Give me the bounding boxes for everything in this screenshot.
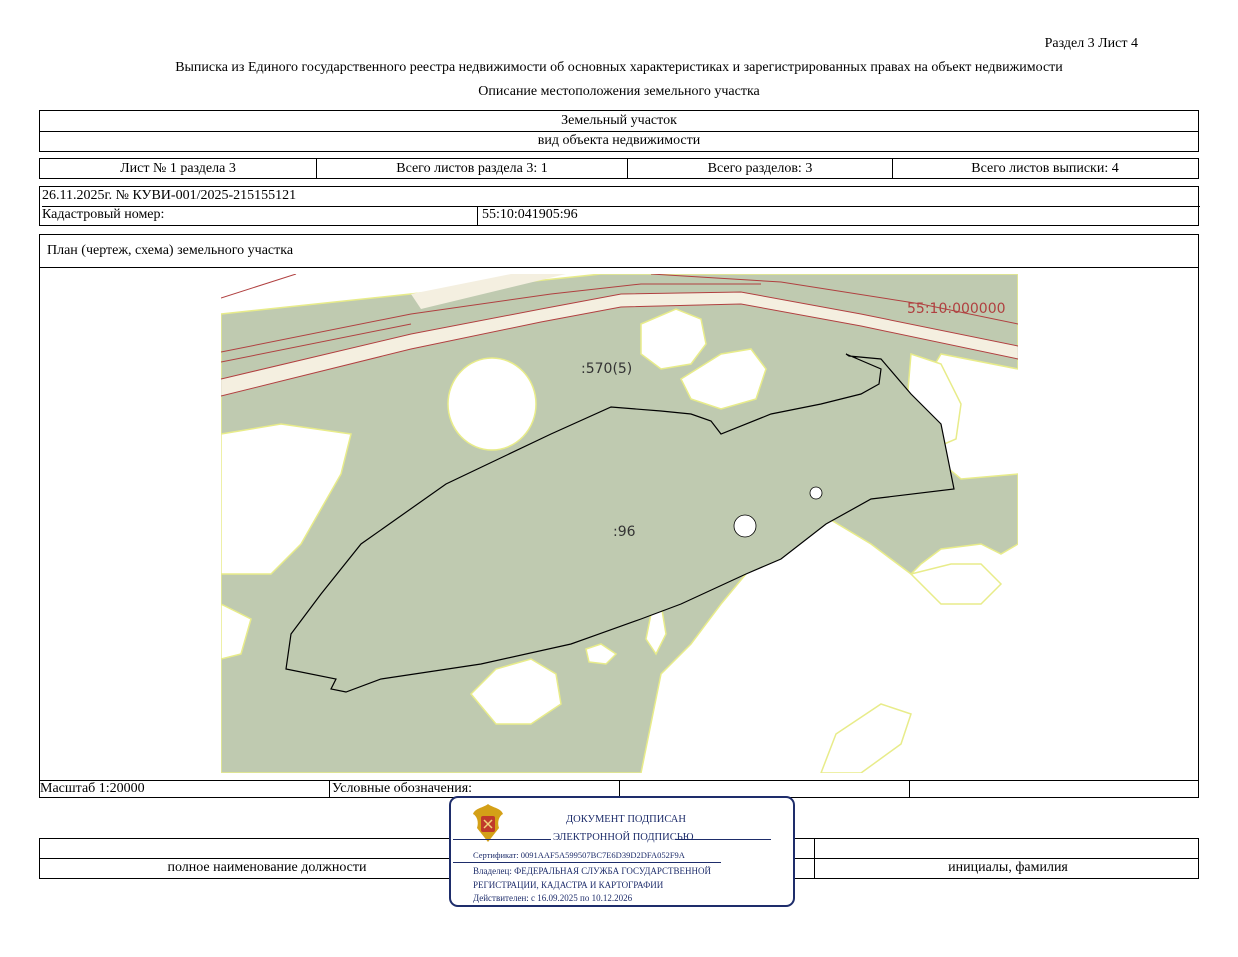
sheet-number — [40, 159, 317, 178]
plan-title: План (чертеж, схема) земельного участка — [47, 243, 294, 258]
plan-title-divider — [40, 267, 1198, 268]
stamp-line-2: ЭЛЕКТРОННОЙ ПОДПИСЬЮ — [553, 832, 694, 843]
stamp-owner-1: Владелец: ФЕДЕРАЛЬНАЯ СЛУЖБА ГОСУДАРСТВЕННОЙ — [473, 866, 712, 876]
electronic-signature-stamp — [449, 796, 795, 907]
parcel-hole-1 — [734, 515, 756, 537]
position-caption: полное наименование должности — [167, 860, 367, 875]
document-title: Выписка из Единого государственного реестра недвижимости об основных характеристиках и зарегистрированных правах на объект недвижимости — [175, 60, 1063, 75]
quarter-label: 55:10:000000 — [907, 301, 1006, 317]
cadastral-number: 55:10:041905:96 — [482, 207, 578, 222]
total-section-sheets-text: Всего листов раздела 3: 1 — [396, 160, 548, 176]
parcel-hole-2 — [810, 487, 822, 499]
stamp-owner-2: РЕГИСТРАЦИИ, КАДАСТРА И КАРТОГРАФИИ — [473, 880, 664, 890]
stamp-certificate: Сертификат: 0091AAF5A599507BC7E6D39D2DFA052F9A — [473, 850, 685, 860]
legend-empty-cell-2 — [910, 781, 1198, 797]
extract-info-table — [39, 186, 1199, 226]
extract-date-number: 26.11.2025г. № КУВИ-001/2025-215155121 — [42, 188, 1200, 207]
parcel-label: :96 — [613, 524, 636, 540]
signature-col-divider-2 — [814, 839, 815, 878]
coat-of-arms-icon — [471, 802, 505, 844]
total-extract-sheets — [893, 159, 1197, 178]
object-type-caption: вид объекта недвижимости — [537, 133, 701, 148]
stamp-divider-3 — [453, 862, 721, 863]
legend-label-cell — [330, 781, 620, 797]
stamp-divider-1 — [453, 839, 551, 840]
name-caption: инициалы, фамилия — [948, 860, 1068, 875]
cadastral-label: Кадастровый номер: — [42, 207, 478, 225]
sheet-number-text: Лист № 1 раздела 3 — [120, 160, 236, 176]
object-type-table — [39, 110, 1199, 152]
scale-cell — [40, 781, 330, 797]
stamp-valid: Действителен: с 16.09.2025 по 10.12.2026 — [473, 893, 633, 903]
document-subtitle: Описание местоположения земельного участка — [478, 84, 760, 99]
total-section-sheets — [317, 159, 628, 178]
legend-label-text: Условные обозначения: — [332, 781, 473, 796]
section-sheet-label: Раздел 3 Лист 4 — [1044, 36, 1138, 51]
sheets-table — [39, 158, 1199, 179]
object-type-value: Земельный участок — [40, 113, 1198, 132]
stamp-line-1: ДОКУМЕНТ ПОДПИСАН — [566, 814, 686, 825]
scale-text: Масштаб 1:20000 — [40, 781, 145, 796]
total-sections — [628, 159, 893, 178]
stamp-divider-2 — [675, 839, 771, 840]
total-sections-text: Всего разделов: 3 — [707, 160, 813, 176]
clearing-round — [448, 358, 536, 450]
legend-empty-cell-1 — [620, 781, 910, 797]
total-extract-sheets-text: Всего листов выписки: 4 — [971, 160, 1119, 176]
cadastral-map[interactable] — [221, 274, 1018, 773]
neighbor-label: :570(5) — [581, 361, 633, 377]
